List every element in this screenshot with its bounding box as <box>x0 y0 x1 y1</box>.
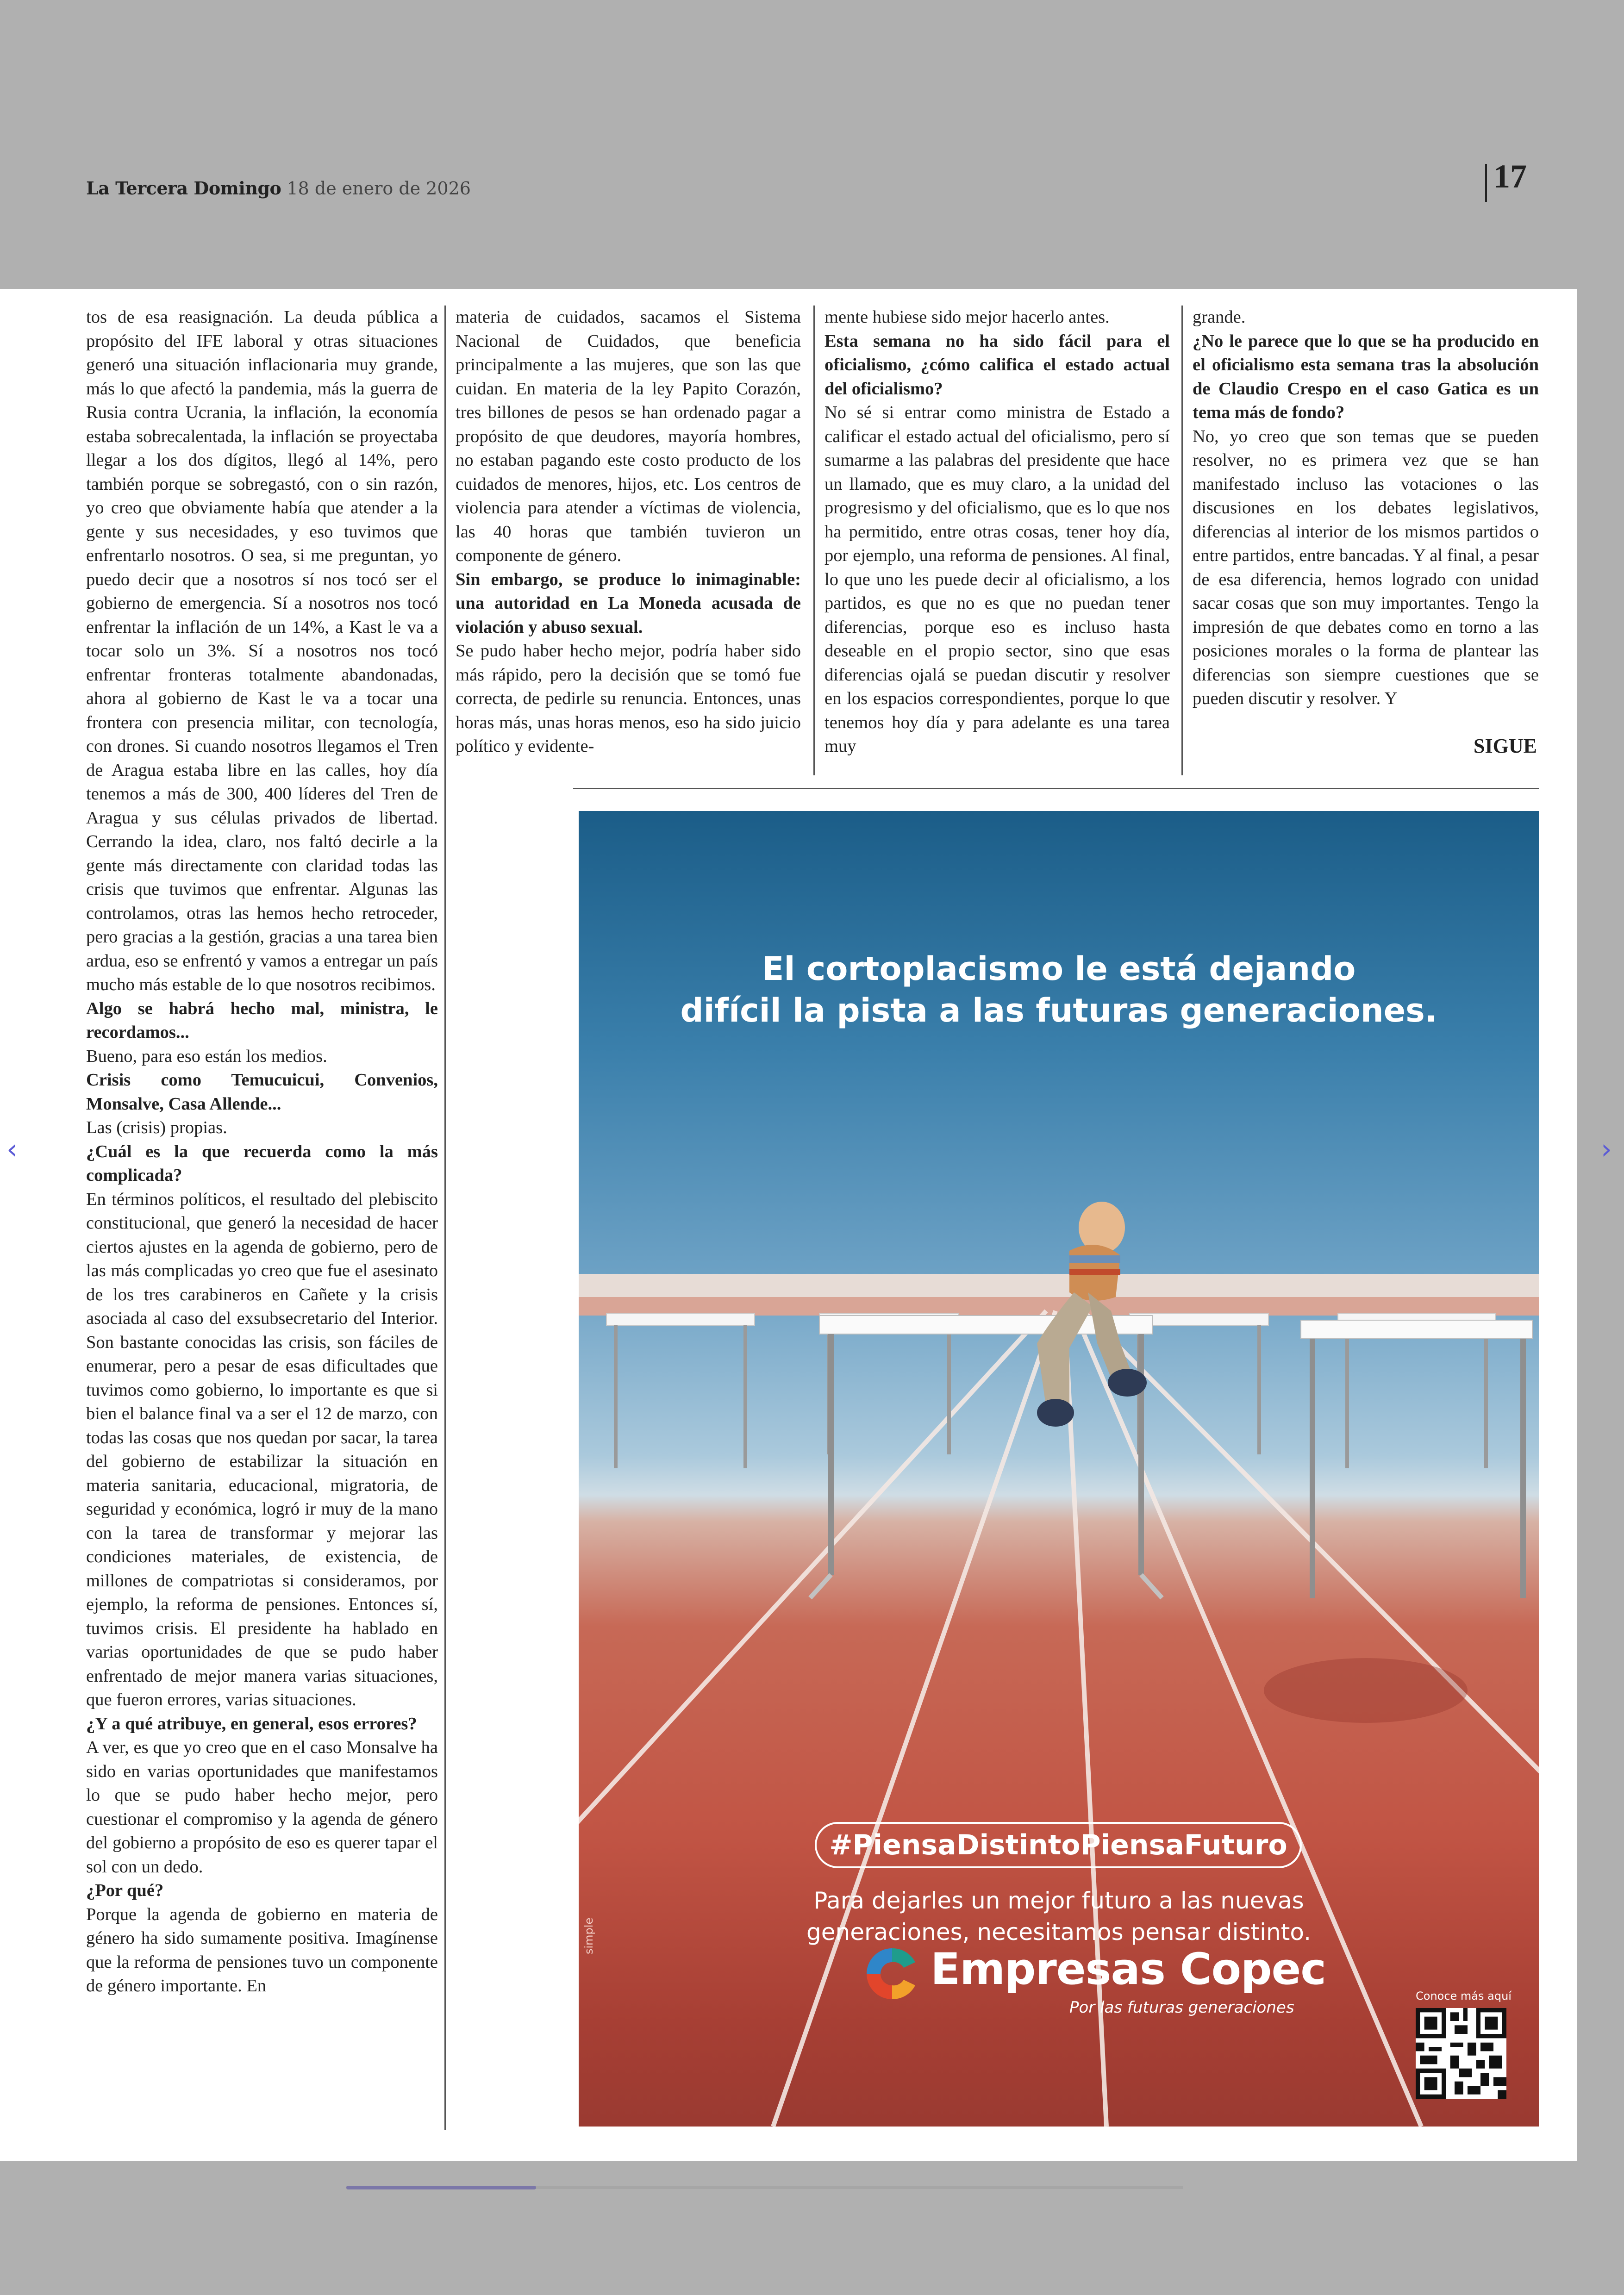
article-paragraph: Las (crisis) propias. <box>86 1118 227 1137</box>
column-rule <box>813 306 815 775</box>
interview-question: Sin embargo, se produce lo inimaginable: una autoridad en La Moneda acusada de violación y abuso sexual. <box>456 569 801 637</box>
ad-headline <box>579 948 1539 1031</box>
page-scroll-thumb[interactable] <box>346 2186 536 2189</box>
qr-code-icon[interactable] <box>1416 2008 1506 2099</box>
article-paragraph: Bueno, para eso están los medios. <box>86 1046 327 1066</box>
copec-logo-icon <box>862 1944 922 2004</box>
ad-subtext <box>579 1885 1539 1948</box>
article-column-1 <box>86 306 438 1998</box>
interview-question: ¿No le parece que lo que se ha producido en el oficialismo esta semana tras la absolución de Claudio Crespo en el caso Gatica es un tema más de fondo? <box>1193 331 1539 422</box>
ad-subtext-line: generaciones, necesitamos pensar distinto. <box>806 1919 1311 1946</box>
article-column-3 <box>824 306 1170 759</box>
article-column-2 <box>456 306 801 759</box>
newspaper-page <box>0 289 1577 2161</box>
interview-question: ¿Y a qué atribuye, en general, esos errores? <box>86 1714 417 1734</box>
publication-name: La Tercera Domingo <box>86 178 281 199</box>
page-header <box>0 0 1624 289</box>
interview-question: Algo se habrá hecho mal, ministra, le recordamos... <box>86 998 438 1042</box>
ad-hashtag: #PiensaDistintoPiensaFuturo <box>815 1822 1302 1868</box>
article-paragraph: tos de esa reasignación. La deuda pública a propósito del IFE laboral y otras situaciones generó una situación inflacionaria muy grande, más lo que afectó la pandemia, más la guerra de Rusia contra Ucrania, la inflación, la economía estaba sobrecalentada, la inflación se proyectaba llegar a los dos dígitos, llegó al 14%, pero también porque se sobregastó, con o sin razón, yo creo que obviamente había que atender a la gente y sus necesidades, y eso tuvimos que enfrentarlo nosotros. O sea, si me preguntan, yo puedo decir que a nosotros sí nos tocó ser el gobierno de emergencia. Sí a nosotros nos tocó enfrentar la inflación de un 14%, a Kast le va a tocar solo un 3%. Sí a nosotros nos tocó enfrentar fronteras totalmente abandonadas, ahora al gobierno de Kast le va a tocar una frontera con presencia militar, con tecnología, con drones. Si cuando nosotros llegamos el Tren de Aragua estaba libre en las calles, hoy día tenemos a más de 300, 400 líderes del Tren de Aragua y sus células privados de libertad. Cerrando la idea, claro, nos faltó decirle a la gente más directamente con claridad todas las crisis que tuvimos que enfrentar. Algunas las controlamos, otras las hemos hecho retroceder, pero gracias a la gestión, gracias a una tarea bien ardua, eso se enfrentó y vamos a entregar un país mucho más estable de lo que nosotros recibimos. <box>86 307 438 994</box>
continues-label: SIGUE <box>1474 735 1537 757</box>
column-rule <box>1181 306 1183 775</box>
article-column-4 <box>1193 306 1539 711</box>
interview-question: Crisis como Temucuicui, Convenios, Monsalve, Casa Allende... <box>86 1070 438 1114</box>
article-paragraph: A ver, es que yo creo que en el caso Monsalve ha sido en varias oportunidades que manifestamos lo que se pudo haber hecho mejor, pero cuestionar el compromiso y la agenda de género del gobierno a propósito de eso es querer tapar el sol con un dedo. <box>86 1738 438 1877</box>
ad-divider <box>573 788 1539 789</box>
chevron-right-icon[interactable]: › <box>1601 1133 1612 1166</box>
interview-question: ¿Cuál es la que recuerda como la más complicada? <box>86 1141 438 1185</box>
qr-caption: Conoce más aquí <box>1416 1989 1512 2002</box>
publication-line <box>86 178 471 199</box>
ad-brand-tagline: Por las futuras generaciones <box>1069 1998 1294 2017</box>
chevron-left-icon[interactable]: ‹ <box>6 1133 18 1166</box>
publication-date: 18 de enero de 2026 <box>287 178 471 199</box>
page-number: 17 <box>1493 158 1527 195</box>
ad-headline-line: El cortoplacismo le está dejando <box>762 950 1356 988</box>
ad-brand-name: Empresas Copec <box>931 1944 1326 1995</box>
interview-question: ¿Por qué? <box>86 1881 164 1900</box>
article-paragraph: En términos políticos, el resultado del plebiscito constitucional, que generó la necesidad de hacer ciertos ajustes en la agenda de gobierno, pero de las más complicadas yo creo que fue el asesinato de los tres carabineros en Cañete y la crisis asociada al caso del exsubsecretario del Interior. Son bastante conocidas las crisis, son fáciles de enumerar, pero a pesar de esas dificultades que tuvimos como gobierno, lo importante es que si bien el balance final va a ser el 12 de marzo, con todas las cosas que nos quedan por sacar, la tarea del gobierno de estabilizar la situación en materia sanitaria, educacional, migratoria, de seguridad y económica, logró ir muy de la mano con la tarea de transformar y mejorar las condiciones materiales, de existencia, de millones de compatriotas si consideramos, por ejemplo, la reforma de pensiones. Entonces sí, tuvimos crisis. El presidente ha hablado en varias oportunidades de que se pudo haber enfrentado de mejor manera varias situaciones, que fueron errores, varias situaciones. <box>86 1189 438 1709</box>
article-paragraph: Porque la agenda de gobierno en materia de género ha sido sumamente positiva. Imagínense que la reforma de pensiones tuvo un componente de género importante. En <box>86 1904 438 1996</box>
copec-advertisement[interactable] <box>579 811 1539 2127</box>
article-paragraph: grande. <box>1193 307 1246 327</box>
column-rule <box>444 306 446 2130</box>
article-paragraph: mente hubiese sido mejor hacerlo antes. <box>824 307 1110 327</box>
ad-subtext-line: Para dejarles un mejor futuro a las nuevas <box>813 1887 1304 1914</box>
interview-question: Esta semana no ha sido fácil para el oficialismo, ¿cómo califica el estado actual del oficialismo? <box>824 331 1170 399</box>
agency-credit: simple <box>582 1917 595 1954</box>
ad-headline-line: difícil la pista a las futuras generaciones. <box>680 992 1437 1029</box>
page-number-divider <box>1485 164 1487 202</box>
article-paragraph: No sé si entrar como ministra de Estado a calificar el estado actual del oficialismo, pero sí sumarme a las palabras del presidente que hace un llamado, que es muy claro, a la unidad del progresismo y del oficialismo, que es lo que nos ha permitido, entre otras cosas, tener hoy día, por ejemplo, una reforma de pensiones. Al final, lo que uno les puede decir al oficialismo, a los partidos, es que no es que no puedan tener diferencias, porque eso es incluso hasta deseable en el propio sector, sino que esas diferencias ojalá se puedan discutir y resolver en los espacios correspondientes, porque lo que tenemos hoy día y para adelante es una tarea muy <box>824 403 1170 756</box>
article-paragraph: materia de cuidados, sacamos el Sistema Nacional de Cuidados, que beneficia principalmente a las mujeres, que son las que cuidan. En materia de la ley Papito Corazón, tres billones de pesos se han ordenado pagar a propósito de que deudores, mayoría hombres, no estaban pagando este costo producto de los cuidados de menores, hijos, etc. Los centros de violencia para atender a víctimas de violencia, las 40 horas que también tuvieron un componente de género. <box>456 307 801 565</box>
article-paragraph: No, yo creo que son temas que se pueden resolver, no es primera vez que se han manifestado incluso las votaciones o las discusiones en los debates legislativos, diferencias al interior de los mismos partidos o entre partidos, entre bancadas. Y al final, a pesar de esa diferencia, hemos logrado con unidad sacar cosas que son muy importantes. Tengo la impresión de que debates como en torno a las posiciones morales o la forma de plantear las diferencias son siempre cuestiones que se pueden discutir y resolver. Y <box>1193 426 1539 708</box>
article-paragraph: Se pudo haber hecho mejor, podría haber sido más rápido, pero la decisión que se tomó fue correcta, de pedirle su renuncia. Entonces, unas horas más, unas horas menos, eso ha sido juicio político y evidente- <box>456 641 801 756</box>
